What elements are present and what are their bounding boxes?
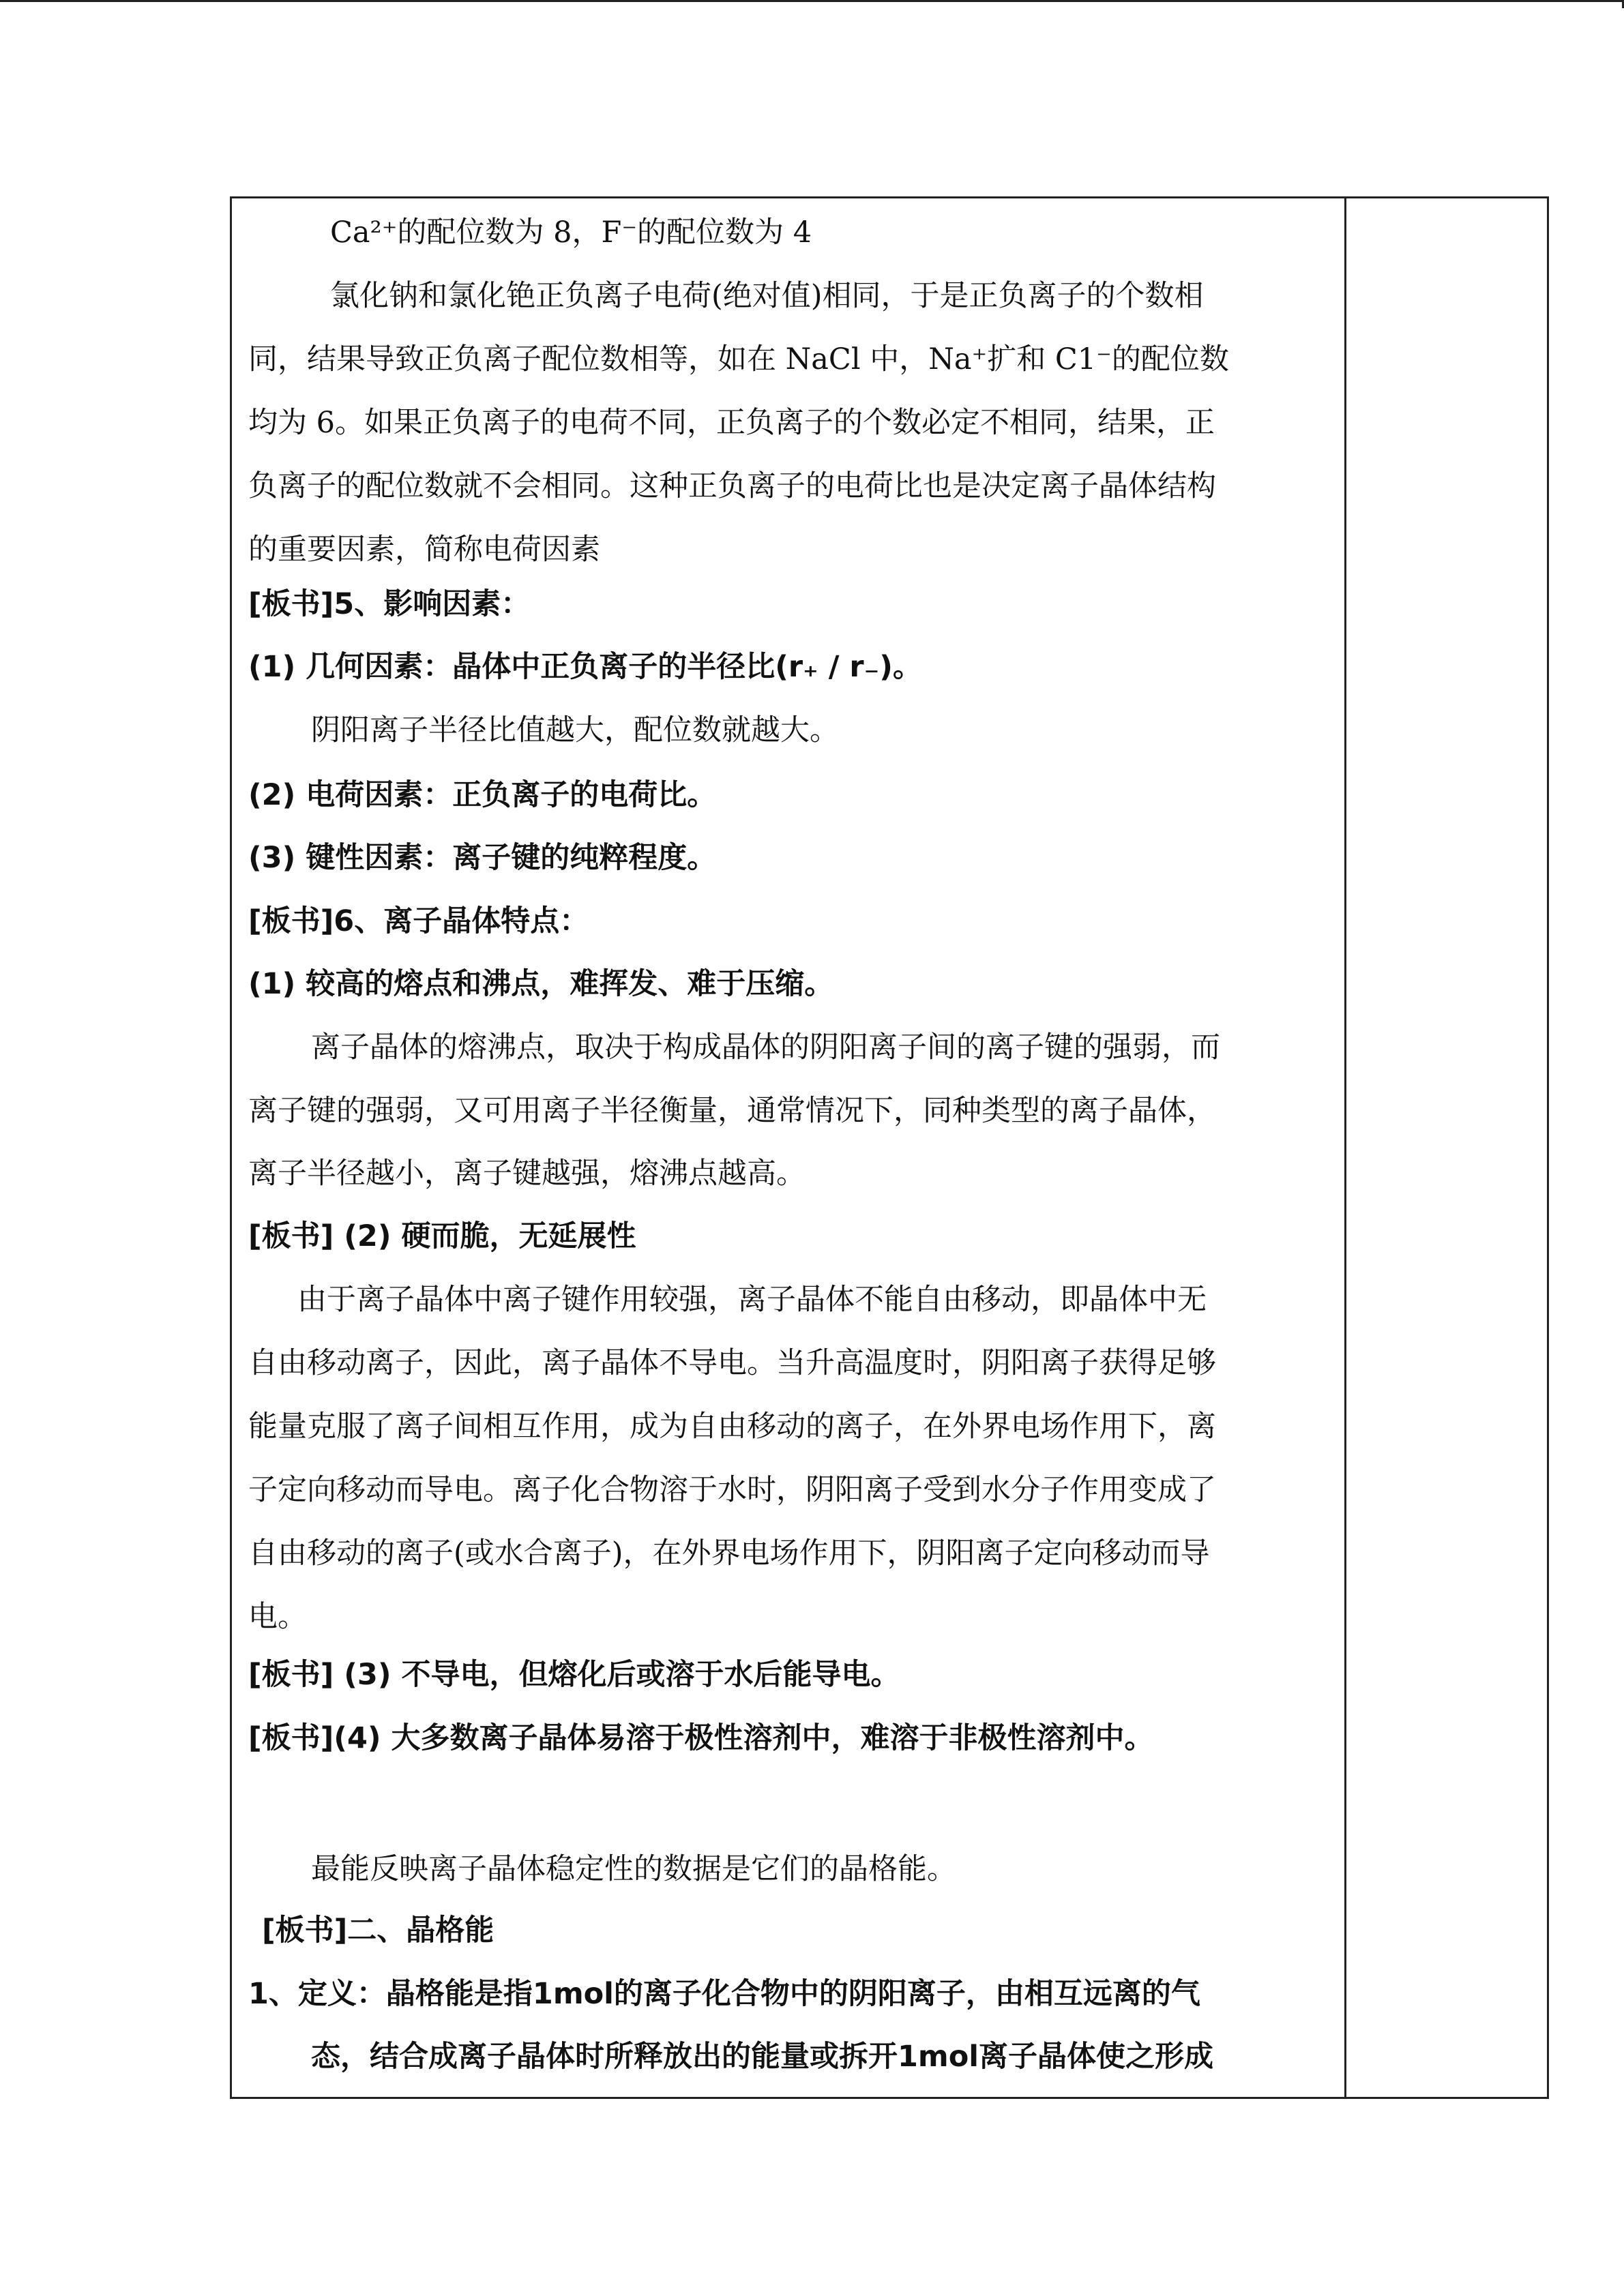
- lesson-content: [248, 198, 1340, 2097]
- text-line: 离子半径越小，离子键越强，熔沸点越高。: [248, 1157, 806, 1191]
- board-note-line: [板书] (2) 硬而脆，无延展性: [248, 1219, 636, 1253]
- text-line: 离子键的强弱，又可用离子半径衡量，通常情况下，同种类型的离子晶体，: [248, 1094, 1216, 1128]
- board-note-line: (1) 几何因素：晶体中正负离子的半径比(r₊ / r₋)。: [248, 650, 922, 684]
- board-note-line: 1、定义：晶格能是指1mol的离子化合物中的阴阳离子，由相互远离的气: [248, 1977, 1200, 2011]
- text-line: 氯化钠和氯化铯正负离子电荷(绝对值)相同，于是正负离子的个数相: [330, 279, 1204, 313]
- page-top-rule: [0, 0, 1624, 2]
- text-line: 自由移动的离子(或水合离子)，在外界电场作用下，阴阳离子定向移动而导: [248, 1536, 1210, 1570]
- board-note-line: 态，结合成离子晶体时所释放出的能量或拆开1mol离子晶体使之形成: [311, 2040, 1214, 2074]
- text-line: 自由移动离子，因此，离子晶体不导电。当升高温度时，阴阳离子获得足够: [248, 1346, 1216, 1380]
- board-note-line: (2) 电荷因素：正负离子的电荷比。: [248, 778, 717, 812]
- text-line: 电。: [248, 1600, 307, 1634]
- text-line: 的重要因素，简称电荷因素: [248, 533, 600, 567]
- text-line: 能量克服了离子间相互作用，成为自由移动的离子，在外界电场作用下，离: [248, 1410, 1216, 1444]
- board-note-line: [板书]5、影响因素：: [248, 587, 531, 621]
- board-note-line: (3) 键性因素：离子键的纯粹程度。: [248, 841, 717, 875]
- text-line: 同，结果导致正负离子配位数相等，如在 NaCl 中，Na⁺扩和 C1⁻的配位数: [248, 342, 1229, 376]
- board-note-line: [板书] (3) 不导电，但熔化后或溶于水后能导电。: [248, 1658, 900, 1692]
- lesson-table: [230, 196, 1549, 2099]
- text-line: 均为 6。如果正负离子的电荷不同，正负离子的个数必定不相同，结果，正: [248, 406, 1215, 440]
- text-line: 负离子的配位数就不会相同。这种正负离子的电荷比也是决定离子晶体结构: [248, 469, 1216, 503]
- text-line: 离子晶体的熔沸点，取决于构成晶体的阴阳离子间的离子键的强弱，而: [311, 1030, 1220, 1064]
- board-note-line: [板书](4) 大多数离子晶体易溶于极性溶剂中，难溶于非极性溶剂中。: [248, 1721, 1154, 1755]
- text-line: 子定向移动而导电。离子化合物溶于水时，阴阳离子受到水分子作用变成了: [248, 1473, 1216, 1507]
- table-column-divider: [1344, 198, 1346, 2097]
- text-line: 由于离子晶体中离子键作用较强，离子晶体不能自由移动，即晶体中无: [297, 1283, 1207, 1317]
- board-note-line: (1) 较高的熔点和沸点，难挥发、难于压缩。: [248, 967, 834, 1001]
- board-note-line: [板书]二、晶格能: [262, 1913, 494, 1948]
- text-line: 阴阳离子半径比值越大，配位数就越大。: [311, 713, 839, 747]
- text-line: Ca²⁺的配位数为 8，F⁻的配位数为 4: [330, 215, 812, 250]
- board-note-line: [板书]6、离子晶体特点：: [248, 904, 589, 938]
- text-line: 最能反映离子晶体稳定性的数据是它们的晶格能。: [311, 1852, 956, 1886]
